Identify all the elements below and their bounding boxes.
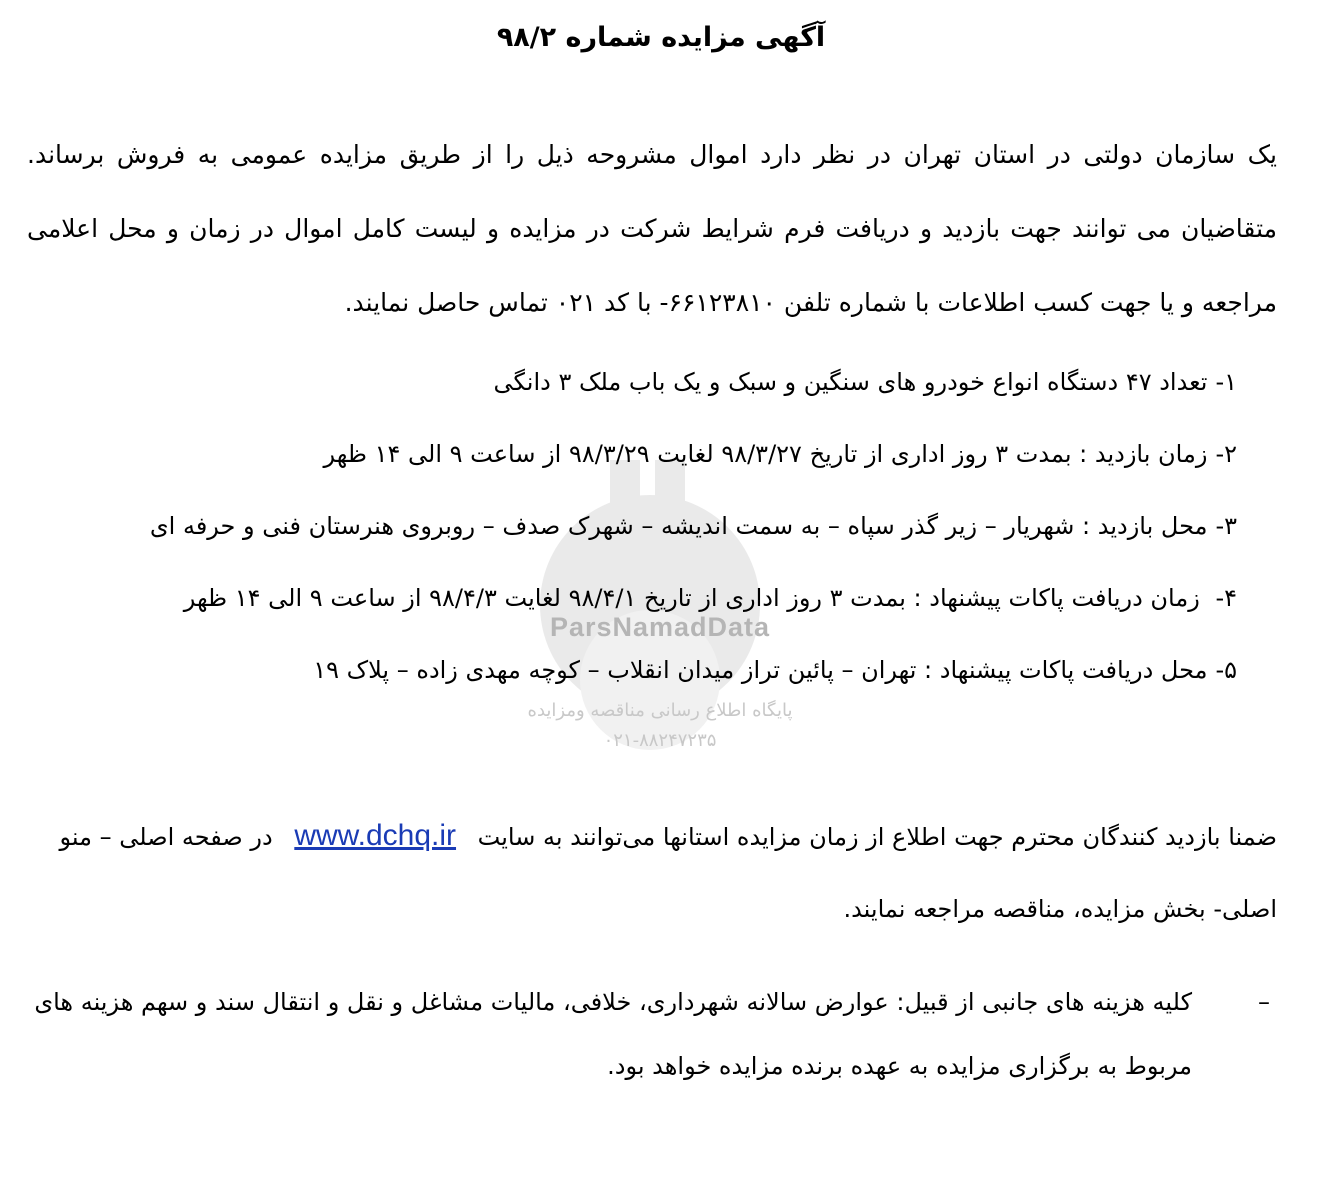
item-text: زمان دریافت پاکات پیشنهاد : بمدت ۳ روز اداری از تاریخ ۹۸/۴/۱ لغایت ۹۸/۴/۳ از ساعت ۹ الی ۱۴ ظهر	[183, 584, 1208, 612]
list-item	[27, 566, 1237, 630]
item-text: محل بازدید : شهریار – زیر گذر سپاه – به سمت اندیشه – شهرک صدف – روبروی هنرستان فنی و حرفه ای	[149, 512, 1208, 540]
list-item	[27, 494, 1237, 558]
list-item	[27, 638, 1237, 702]
item-number: ۱-	[1215, 368, 1237, 396]
item-number: ۵-	[1215, 656, 1237, 684]
note-text-after: در صفحه اصلی – منو اصلی- بخش مزایده، مناقصه مراجعه نمایند.	[59, 823, 1277, 923]
website-note	[27, 800, 1277, 945]
bullet-dash: –	[1258, 988, 1270, 1016]
watermark-subtitle: پایگاه اطلاع رسانی مناقصه ومزایده	[527, 700, 793, 721]
website-link[interactable]: www.dchq.ir	[294, 819, 457, 852]
intro-paragraph: یک سازمان دولتی در استان تهران در نظر دارد اموال مشروحه ذیل را از طریق مزایده عمومی به فروش برساند. متقاضیان می توانند جهت بازدید و دریافت فرم شرایط شرکت در مزایده و لیست کامل اموال در زمان و محل اعلامی مراجعه و یا جهت کسب اطلاعات با شماره تلفن ۶۶۱۲۳۸۱۰- با کد ۰۲۱ تماس حاصل نمایند.	[27, 140, 1277, 317]
list-item	[27, 350, 1237, 414]
item-text: تعداد ۴۷ دستگاه انواع خودرو های سنگین و سبک و یک باب ملک ۳ دانگی	[493, 368, 1208, 396]
note-text-before: ضمنا بازدید کنندگان محترم جهت اطلاع از زمان مزایده استانها می‌توانند به سایت	[477, 823, 1277, 851]
list-item	[27, 422, 1237, 486]
item-number: ۴-	[1215, 584, 1237, 612]
costs-note	[32, 970, 1270, 1098]
item-text: محل دریافت پاکات پیشنهاد : تهران – پائین تراز میدان انقلاب – کوچه مهدی زاده – پلاک ۱۹	[313, 656, 1208, 684]
notice-title: آگهی مزایده شماره ۹۸/۲	[496, 22, 826, 53]
watermark-brand-text: ParsNamadData	[549, 612, 771, 642]
items-list	[27, 350, 1237, 710]
item-number: ۲-	[1215, 440, 1237, 468]
costs-text: کلیه هزینه های جانبی از قبیل: عوارض سالانه شهرداری، خلافی، مالیات مشاغل و نقل و انتقال سند و سهم هزینه های مربوط به برگزاری مزایده به عهده برنده مزایده خواهد بود.	[34, 988, 1192, 1080]
item-text: زمان بازدید : بمدت ۳ روز اداری از تاریخ ۹۸/۳/۲۷ لغایت ۹۸/۳/۲۹ از ساعت ۹ الی ۱۴ ظهر	[323, 440, 1208, 468]
watermark-phone: ۰۲۱-۸۸۲۴۷۲۳۵	[603, 730, 717, 751]
item-number: ۳-	[1215, 512, 1237, 540]
